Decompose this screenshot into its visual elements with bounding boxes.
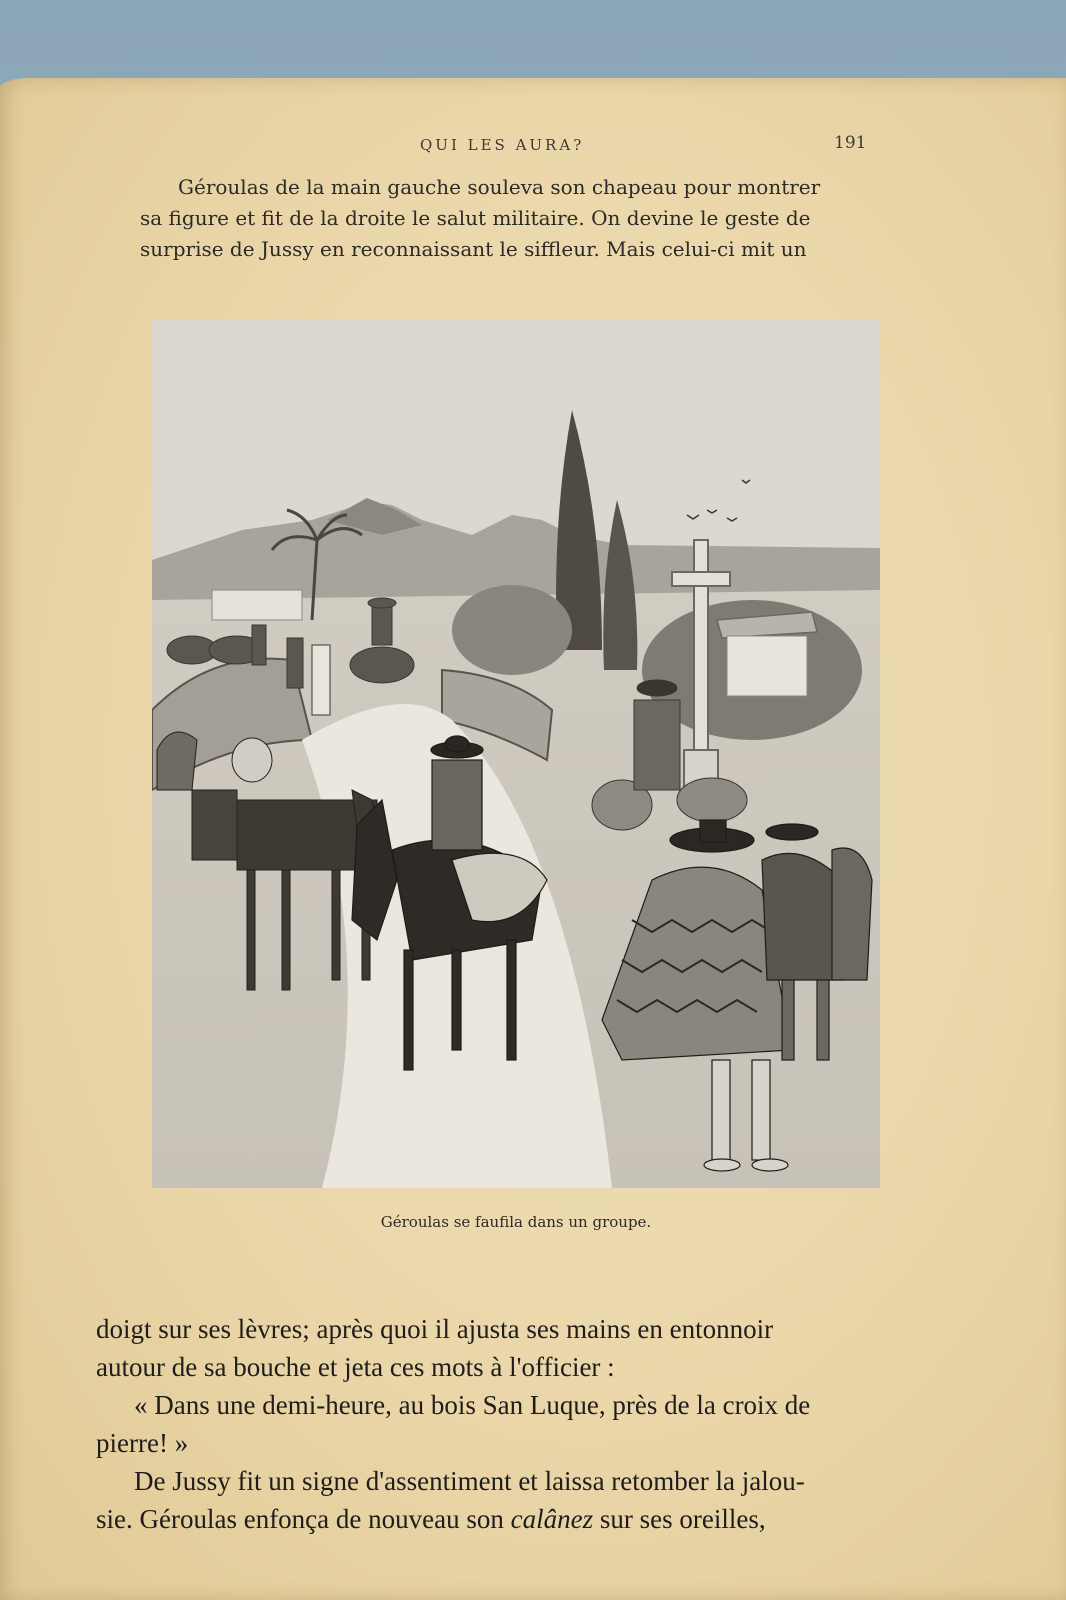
text-line: autour de sa bouche et jeta ces mots à l'officier :	[96, 1352, 615, 1382]
page-number: 191	[834, 133, 867, 153]
text-line-last	[96, 1500, 918, 1538]
text-line: doigt sur ses lèvres; après quoi il ajusta ses mains en entonnoir	[96, 1314, 774, 1344]
text-line: « Dans une demi-heure, au bois San Luque, près de la croix de	[134, 1390, 811, 1420]
text-line: surprise de Jussy en reconnaissant le siffleur. Mais celui-ci mit un	[140, 237, 807, 261]
text-line: De Jussy fit un signe d'assentiment et laissa retomber la jalou-	[134, 1466, 805, 1496]
text-line: pierre! »	[96, 1428, 189, 1458]
illustration-caption: Géroulas se faufila dans un groupe.	[380, 1213, 652, 1231]
text-segment: sur ses oreilles,	[593, 1504, 766, 1534]
running-head: QUI LES AURA?	[420, 136, 585, 154]
text-segment: sie. Géroulas enfonça de nouveau son	[96, 1504, 511, 1534]
text-line: Géroulas de la main gauche souleva son chapeau pour montrer	[178, 175, 821, 199]
bottom-paragraph	[96, 1310, 918, 1538]
illustration-drawing	[152, 320, 880, 1188]
text-line: sa figure et fit de la droite le salut militaire. On devine le geste de	[140, 206, 811, 230]
italic-word: calânez	[510, 1504, 594, 1534]
top-paragraph	[140, 172, 884, 265]
illustration	[152, 320, 880, 1188]
